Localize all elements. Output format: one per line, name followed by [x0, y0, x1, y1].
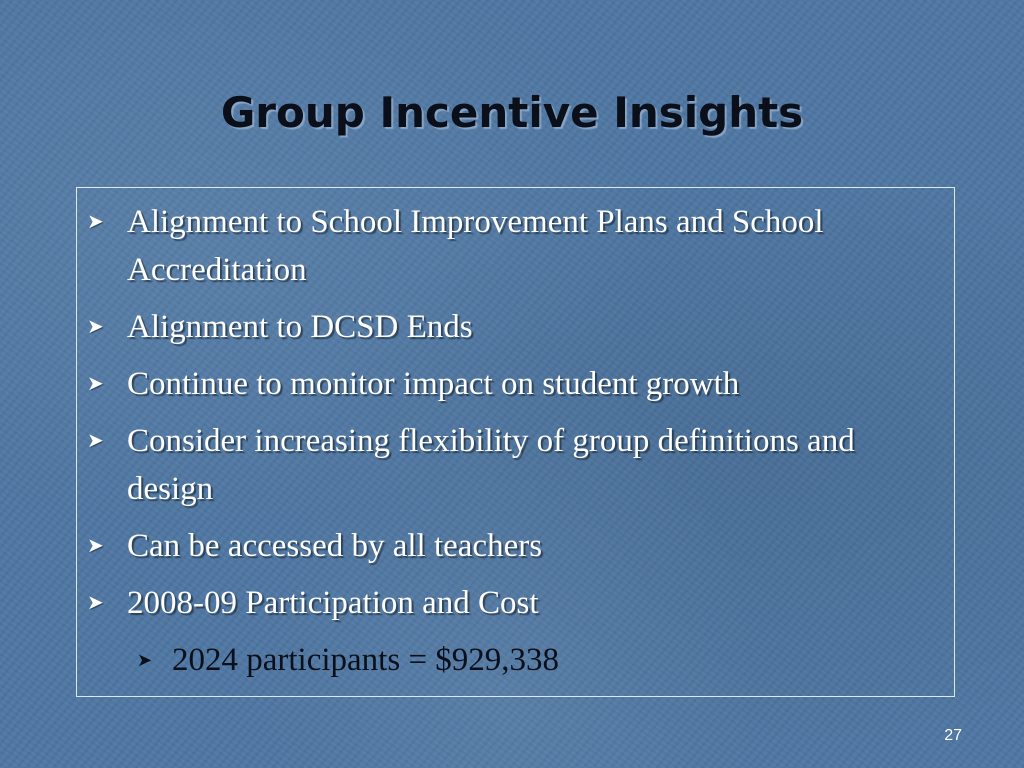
bullet-item [77, 417, 954, 513]
arrow-bullet-icon: ➤ [137, 650, 153, 670]
bullet-text: 2008-09 Participation and Cost [127, 585, 539, 621]
bullet-text: Consider increasing flexibility of group definitions and design [127, 423, 855, 507]
bullet-text: Can be accessed by all teachers [127, 528, 543, 564]
bullet-text: Alignment to School Improvement Plans and School Accreditation [127, 204, 824, 288]
content-box [76, 187, 955, 697]
bullet-text: Continue to monitor impact on student growth [127, 366, 740, 402]
arrow-bullet-icon: ➤ [87, 316, 104, 338]
page-number: 27 [944, 727, 962, 744]
arrow-bullet-icon: ➤ [87, 592, 104, 614]
arrow-bullet-icon: ➤ [87, 373, 104, 395]
bullet-item [77, 579, 954, 627]
arrow-bullet-icon: ➤ [87, 535, 104, 557]
bullet-list [77, 198, 954, 684]
sub-bullet-text: 2024 participants = $929,338 [172, 642, 560, 678]
arrow-bullet-icon: ➤ [87, 211, 104, 233]
bullet-item [77, 360, 954, 408]
sub-bullet-item [77, 636, 954, 684]
bullet-text: Alignment to DCSD Ends [127, 309, 473, 345]
arrow-bullet-icon: ➤ [87, 430, 104, 452]
bullet-item [77, 522, 954, 570]
slide-title: Group Incentive Insights [220, 88, 804, 137]
bullet-item [77, 198, 954, 294]
bullet-item [77, 303, 954, 351]
